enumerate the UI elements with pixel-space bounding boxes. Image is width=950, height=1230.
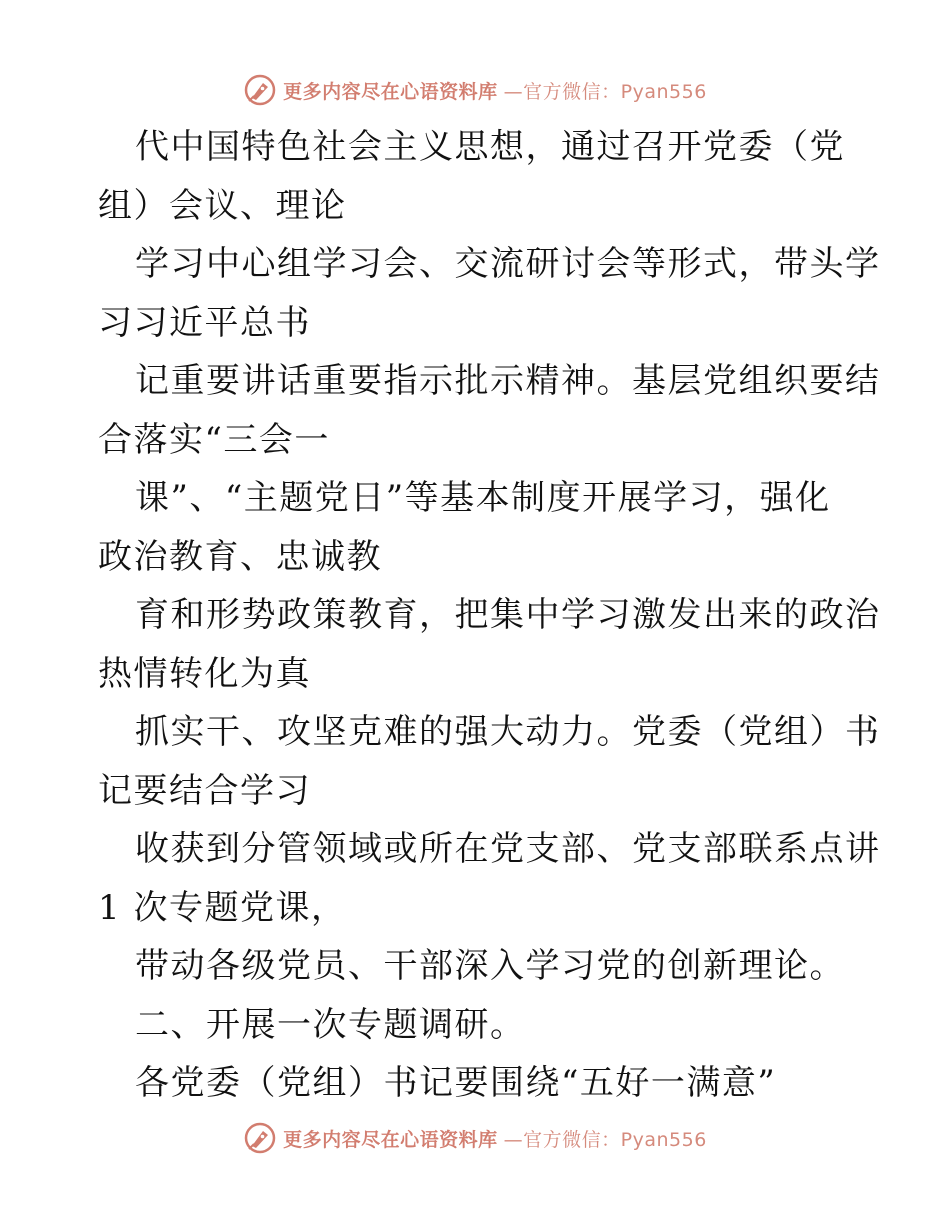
body-line: 育和形势政策教育，把集中学习激发出来的政治 — [135, 595, 881, 635]
body-line: 课”、“主题党日”等基本制度开展学习，强化 — [135, 478, 831, 518]
body-line: 热情转化为真 — [98, 653, 311, 694]
body-line: 政治教育、忠诚教 — [98, 536, 382, 577]
body-line: 习习近平总书 — [98, 302, 311, 343]
body-line: 带动各级党员、干部深入学习党的创新理论。 — [135, 946, 845, 986]
pen-nib-logo-icon — [243, 1121, 277, 1155]
header-watermark — [0, 70, 950, 110]
body-line: 合落实“三会一 — [98, 419, 330, 460]
document-body — [98, 118, 881, 1113]
body-line: 组）会议、理论 — [98, 185, 347, 226]
footer-watermark — [0, 1118, 950, 1158]
body-line: 记重要讲话重要指示批示精神。基层党组织要结 — [135, 361, 881, 401]
body-line: 抓实干、攻坚克难的强大动力。党委（党组）书 — [135, 712, 881, 752]
watermark-brand: 更多内容尽在心语资料库 — [283, 1128, 498, 1151]
body-line: 各党委（党组）书记要围绕“五好一满意” — [135, 1063, 777, 1103]
watermark-contact: —官方微信：Pyan556 — [503, 1128, 707, 1151]
body-line: 收获到分管领域或所在党支部、党支部联系点讲 — [135, 829, 881, 869]
body-line: 记要结合学习 — [98, 770, 311, 811]
pen-nib-logo-icon — [243, 73, 277, 107]
watermark-brand: 更多内容尽在心语资料库 — [283, 80, 498, 103]
body-line: 学习中心组学习会、交流研讨会等形式，带头学 — [135, 244, 881, 284]
body-line: 1 次专题党课， — [98, 887, 347, 928]
body-line: 代中国特色社会主义思想，通过召开党委（党 — [135, 127, 845, 167]
section-heading: 二、开展一次专题调研。 — [135, 1004, 526, 1045]
watermark-contact: —官方微信：Pyan556 — [503, 80, 707, 103]
